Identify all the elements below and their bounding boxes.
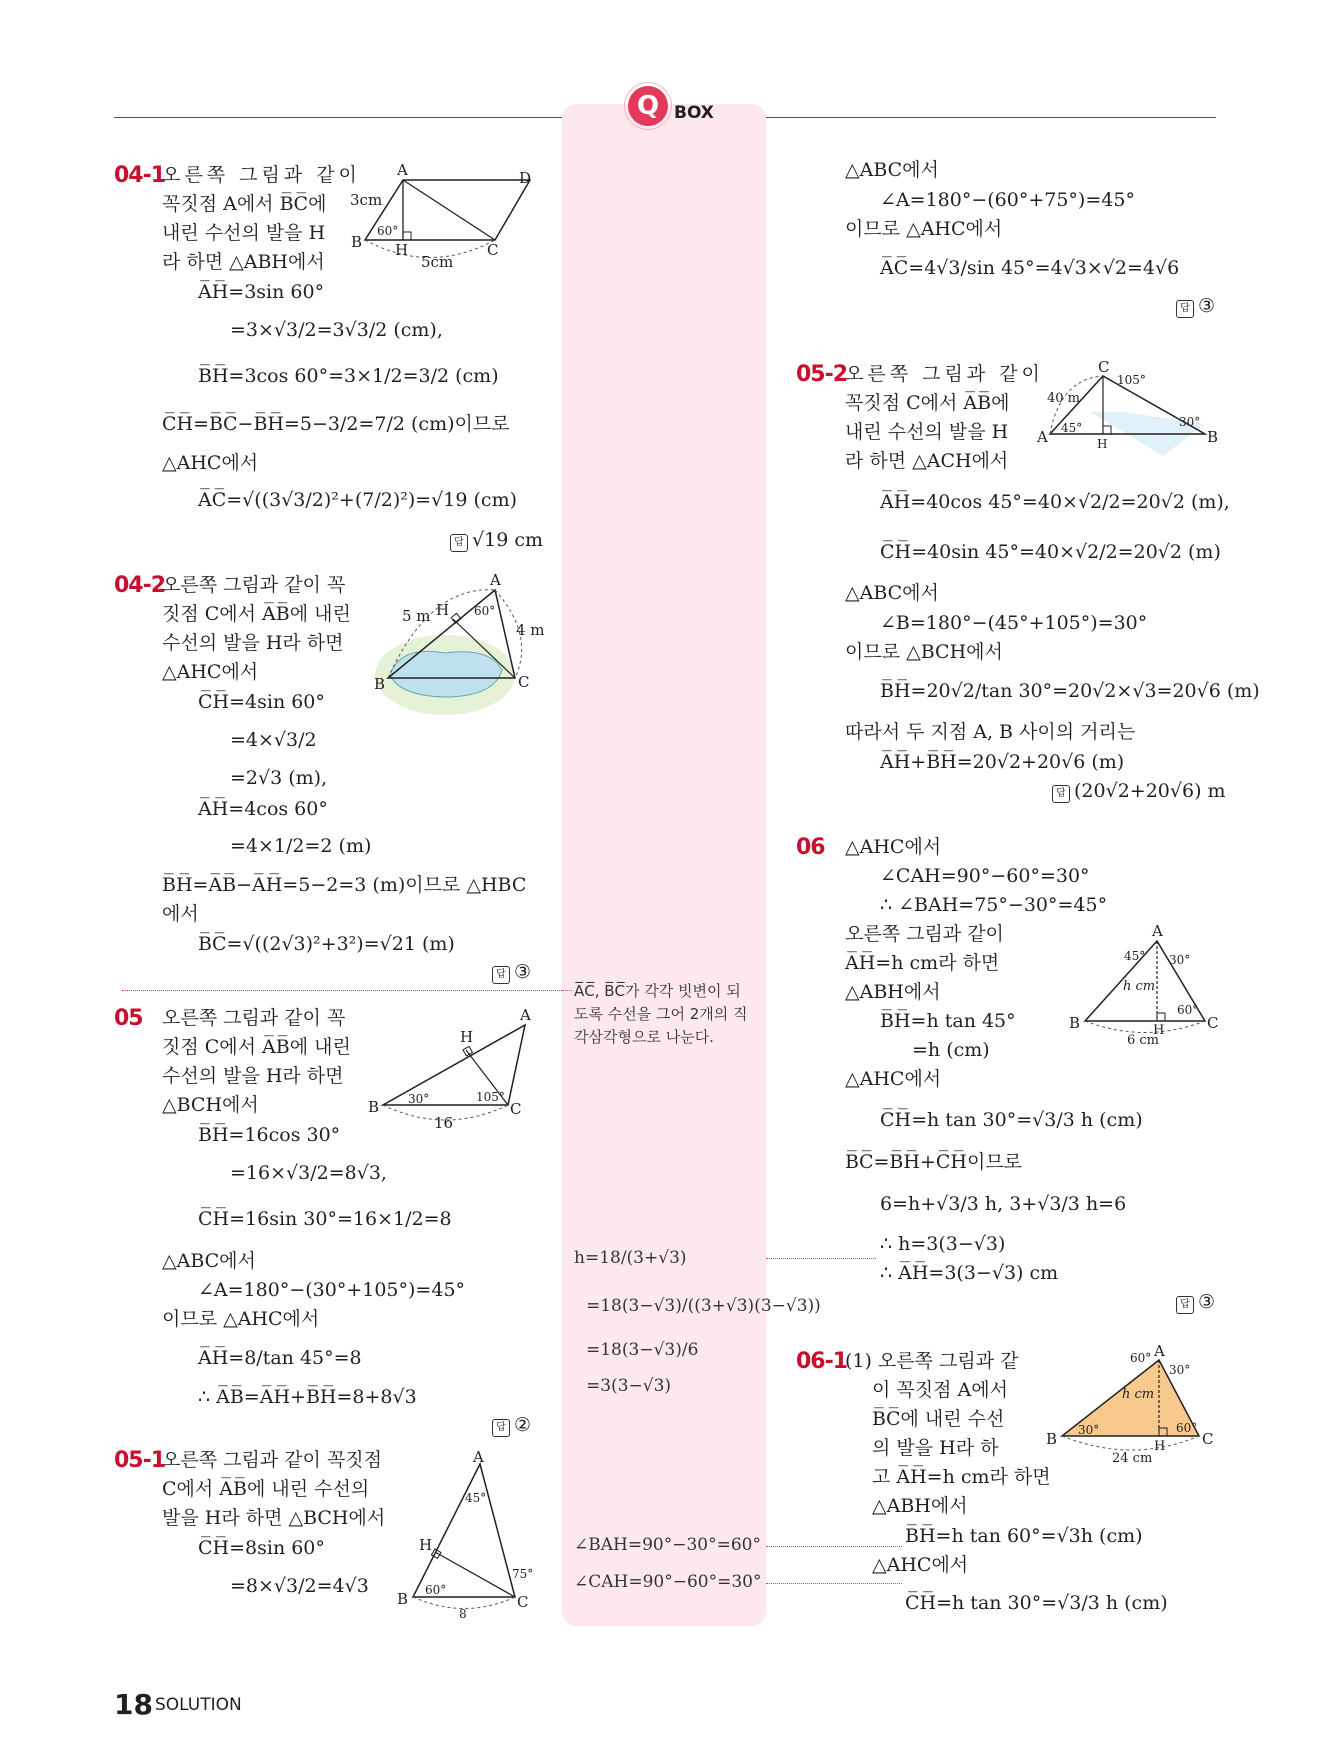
fig-label-c: C xyxy=(517,1593,529,1611)
equation-line: ∴ ∠BAH=75°−30°=45° xyxy=(880,894,1108,916)
fig-angle-a: 45° xyxy=(1061,421,1083,435)
equation-line: B̅C̅=B̅H̅+C̅H̅이므로 xyxy=(845,1151,1023,1173)
fig-label-a: A xyxy=(1154,1342,1165,1360)
text-line: 고 A̅H̅=h cm라 하면 xyxy=(872,1466,1051,1488)
equation-line: =4×1/2=2 (m) xyxy=(230,835,372,857)
answer-icon: 답 xyxy=(492,1419,510,1437)
text-line: △AHC에서 xyxy=(872,1554,969,1576)
text-line: 수선의 발을 H라 하면 xyxy=(162,632,344,654)
fig-angle-label: 60° xyxy=(377,224,399,238)
equation-line: =4×√3/2 xyxy=(230,729,317,751)
equation-line: ∴ A̅H̅=3(3−√3) cm xyxy=(880,1262,1059,1284)
text-line: △BCH에서 xyxy=(162,1094,259,1116)
fig-ac-label: 40 m xyxy=(1047,391,1081,406)
equation-line: A̅H̅=8/tan 45°=8 xyxy=(198,1347,362,1369)
figure-04-1 xyxy=(345,161,535,275)
answer-icon: 답 xyxy=(1176,300,1194,318)
header-rule-right xyxy=(766,117,1216,118)
problem-number-05: 05 xyxy=(114,1006,143,1031)
equation-line: ∠CAH=90°−60°=30° xyxy=(880,865,1090,887)
fig-angle-a: 45° xyxy=(465,1491,487,1505)
pointer-line xyxy=(766,1546,902,1547)
text-line: 내린 수선의 발을 H xyxy=(845,421,1009,443)
figure-06 xyxy=(1065,922,1225,1048)
problem-number-05-1: 05-1 xyxy=(114,1448,166,1473)
sidebar-calc-line: =18(3−√3)/((3+√3)(3−√3)) xyxy=(586,1296,821,1316)
fig-label-a: A xyxy=(1152,922,1163,940)
sidebar-cah: ∠CAH=90°−60°=30° xyxy=(574,1572,762,1592)
fig-label-b: B xyxy=(1046,1430,1058,1448)
fig-label-a: A xyxy=(1037,428,1048,446)
problem-number-04-1: 04-1 xyxy=(114,163,166,188)
fig-base-label: 5cm xyxy=(421,253,454,271)
fig-label-a: A xyxy=(490,571,501,589)
box-label: BOX xyxy=(674,103,714,123)
equation-line: C̅H̅=8sin 60° xyxy=(198,1537,325,1559)
fig-base-label: 24 cm xyxy=(1112,1451,1153,1466)
figure-06-1 xyxy=(1022,1342,1222,1471)
sidebar-calc-line: h=18/(3+√3) xyxy=(574,1248,687,1268)
equation-line: A̅H̅=3sin 60° xyxy=(198,281,325,303)
pointer-line xyxy=(122,990,562,991)
answer-05-2: 답 (20√2+20√6) m xyxy=(1052,780,1226,803)
fig-angle-c: 60° xyxy=(1177,1003,1199,1017)
equation-line: C̅H̅=4sin 60° xyxy=(198,691,325,713)
fig-label-b: B xyxy=(1069,1014,1081,1032)
fig-label-h: H xyxy=(1154,1439,1166,1454)
sidebar-note-line: 각삼각형으로 나눈다. xyxy=(574,1028,714,1046)
fig-angle-c: 105° xyxy=(1117,373,1146,387)
answer-icon: 답 xyxy=(1052,785,1070,803)
fig-label-h: H xyxy=(395,241,409,259)
equation-line: ∠B=180°−(45°+105°)=30° xyxy=(880,612,1148,634)
fig-label-b: B xyxy=(351,233,363,251)
equation-line: ∠A=180°−(60°+75°)=45° xyxy=(880,189,1135,211)
sidebar-note-line: A̅C̅, B̅C̅가 각각 빗변이 되 xyxy=(574,982,741,1000)
text-line: 수선의 발을 H라 하면 xyxy=(162,1065,344,1087)
sidebar-calc-line: =3(3−√3) xyxy=(586,1376,672,1396)
fig-label-b: B xyxy=(397,1590,409,1608)
text-line: 이므로 △BCH에서 xyxy=(845,641,1003,663)
fig-label-a: A xyxy=(397,161,408,179)
text-line: 이 꼭짓점 A에서 xyxy=(872,1379,1008,1401)
footer-label: SOLUTION xyxy=(155,1695,242,1715)
text-line: 의 발을 H라 하 xyxy=(872,1437,999,1459)
text-line: 내린 수선의 발을 H xyxy=(162,222,326,244)
equation-line: ∠A=180°−(30°+105°)=45° xyxy=(198,1279,466,1301)
answer-icon: 답 xyxy=(450,534,468,552)
text-line: △ABC에서 xyxy=(845,582,939,604)
text-line: 꼭짓점 C에서 A̅B̅에 xyxy=(845,392,1010,414)
fig-label-c: C xyxy=(487,241,499,259)
equation-line: C̅H̅=h tan 30°=√3/3 h (cm) xyxy=(880,1109,1143,1131)
text-line: 라 하면 △ACH에서 xyxy=(845,450,1009,472)
fig-label-c: C xyxy=(1098,358,1110,376)
fig-label-c: C xyxy=(1207,1014,1219,1032)
text-line: 오른쪽 그림과 같이 꼭 xyxy=(162,574,346,596)
pointer-line xyxy=(766,1583,902,1584)
fig-label-b: B xyxy=(1207,428,1219,446)
figure-05-2 xyxy=(1035,358,1220,464)
text-line: 오른쪽 그림과 같이 xyxy=(845,363,1044,385)
fig-ac-label: 4 m xyxy=(516,621,545,639)
equation-line: A̅C̅=4√3/sin 45°=4√3×√2=4√6 xyxy=(880,257,1180,279)
fig-base-label: 6 cm xyxy=(1127,1033,1160,1048)
equation-line: C̅H̅=B̅C̅−B̅H̅=5−3/2=7/2 (cm)이므로 xyxy=(162,413,510,435)
fig-base-label: 16 xyxy=(434,1114,454,1132)
fig-angle-c: 75° xyxy=(512,1567,534,1581)
text-line: △ABC에서 xyxy=(845,159,939,181)
pointer-line xyxy=(562,990,572,991)
answer-05: 답 ② xyxy=(492,1414,531,1437)
pointer-line xyxy=(766,1258,876,1259)
answer-04-1: 답 √19 cm xyxy=(450,529,543,552)
equation-line: =2√3 (m), xyxy=(230,767,328,789)
sidebar-bah: ∠BAH=90°−30°=60° xyxy=(574,1535,761,1555)
fig-angle-b: 30° xyxy=(408,1092,430,1106)
equation-line: B̅H̅=3cos 60°=3×1/2=3/2 (cm) xyxy=(198,365,499,387)
fig-label-d: D xyxy=(519,169,532,187)
equation-line: A̅C̅=√((3√3/2)²+(7/2)²)=√19 (cm) xyxy=(198,489,517,511)
fig-label-h: H xyxy=(460,1028,474,1046)
answer-04-2: 답 ③ xyxy=(492,961,531,984)
fig-angle-a1: 45° xyxy=(1124,949,1146,963)
problem-number-05-2: 05-2 xyxy=(796,362,848,387)
text-line: △ABH에서 xyxy=(872,1495,968,1517)
fig-angle-b: 60° xyxy=(425,1583,447,1597)
fig-label-b: B xyxy=(374,675,386,693)
answer-icon: 답 xyxy=(1176,1296,1194,1314)
equation-line: C̅H̅=16sin 30°=16×1/2=8 xyxy=(198,1208,452,1230)
equation-line: B̅H̅=20√2/tan 30°=20√2×√3=20√6 (m) xyxy=(880,680,1260,702)
sidebar-calc-line: =18(3−√3)/6 xyxy=(586,1340,699,1360)
fig-label-h: H xyxy=(1153,1023,1165,1038)
fig-label-h: H xyxy=(419,1536,433,1554)
fig-angle-a2: 30° xyxy=(1169,1363,1191,1377)
figure-05-1 xyxy=(395,1448,545,1621)
page-number: 18 xyxy=(114,1688,153,1721)
q-box-sidebar xyxy=(562,104,766,1626)
equation-line: A̅H̅=40cos 45°=40×√2/2=20√2 (m), xyxy=(880,491,1230,513)
equation-line: ∴ A̅B̅=A̅H̅+B̅H̅=8+8√3 xyxy=(198,1386,417,1408)
fig-height-label: h cm xyxy=(1123,979,1156,994)
fig-label-h: H xyxy=(1097,437,1108,451)
fig-angle-c: 60° xyxy=(1176,1421,1198,1435)
equation-line: ∴ h=3(3−√3) xyxy=(880,1233,1006,1255)
text-line: 따라서 두 지점 A, B 사이의 거리는 xyxy=(845,721,1136,743)
answer-06: 답 ③ xyxy=(1176,1291,1215,1314)
fig-label-a: A xyxy=(473,1448,484,1466)
fig-angle-b: 30° xyxy=(1179,415,1201,429)
text-line: B̅C̅에 내린 수선 xyxy=(872,1408,1005,1430)
text-line: △AHC에서 xyxy=(845,836,942,858)
equation-line: =16×√3/2=8√3, xyxy=(230,1162,387,1184)
equation-line: B̅H̅=A̅B̅−A̅H̅=5−2=3 (m)이므로 △HBC xyxy=(162,874,527,896)
fig-angle-label: 60° xyxy=(474,604,496,618)
text-line: 발을 H라 하면 △BCH에서 xyxy=(162,1507,386,1529)
text-line: 오른쪽 그림과 같이 xyxy=(845,923,1004,945)
fig-label-c: C xyxy=(1202,1430,1214,1448)
q-badge-icon: Q xyxy=(628,86,668,126)
header-rule-left xyxy=(114,117,562,118)
equation-line: =8×√3/2=4√3 xyxy=(230,1575,369,1597)
equation-line: B̅H̅=h tan 60°=√3h (cm) xyxy=(905,1525,1143,1547)
fig-angle-b: 30° xyxy=(1078,1423,1100,1437)
fig-ab-label: 5 m xyxy=(402,607,431,625)
text-line: △AHC에서 xyxy=(162,452,259,474)
fig-angle-c: 105° xyxy=(476,1090,505,1104)
text-line: 오른쪽 그림과 같이 꼭짓점 xyxy=(162,1449,383,1471)
text-line: 이므로 △AHC에서 xyxy=(162,1308,320,1330)
text-line: 오른쪽 그림과 같이 xyxy=(162,164,361,186)
equation-line: A̅H̅=4cos 60° xyxy=(198,798,328,820)
fig-base-label: 8 xyxy=(459,1607,467,1621)
fig-label-c: C xyxy=(510,1100,522,1118)
text-line: C에서 A̅B̅에 내린 수선의 xyxy=(162,1478,370,1500)
text-line: △AHC에서 xyxy=(162,661,259,683)
answer-05-1: 답 ③ xyxy=(1176,295,1215,318)
text-line: △ABC에서 xyxy=(162,1250,256,1272)
equation-line: =h (cm) xyxy=(912,1039,990,1061)
text-line: A̅H̅=h cm라 하면 xyxy=(845,952,1000,974)
fig-angle-a1: 60° xyxy=(1130,1351,1152,1365)
equation-line: B̅C̅=√((2√3)²+3²)=√21 (m) xyxy=(198,933,455,955)
equation-line: B̅H̅=16cos 30° xyxy=(198,1124,341,1146)
text-line: 에서 xyxy=(162,903,199,925)
equation-line: =3×√3/2=3√3/2 (cm), xyxy=(230,319,443,341)
text-line: 짓점 C에서 A̅B̅에 내린 xyxy=(162,1036,351,1058)
figure-04-2 xyxy=(370,571,545,725)
equation-line: C̅H̅=h tan 30°=√3/3 h (cm) xyxy=(905,1592,1168,1614)
fig-label-b: B xyxy=(368,1098,380,1116)
text-line: (1) 오른쪽 그림과 같 xyxy=(845,1350,1019,1372)
text-line: 이므로 △AHC에서 xyxy=(845,218,1003,240)
fig-label-c: C xyxy=(518,673,530,691)
problem-number-06-1: 06-1 xyxy=(796,1349,848,1374)
text-line: 오른쪽 그림과 같이 꼭 xyxy=(162,1007,346,1029)
sidebar-note-line: 도록 수선을 그어 2개의 직 xyxy=(574,1005,748,1023)
text-line: 짓점 C에서 A̅B̅에 내린 xyxy=(162,603,351,625)
figure-05 xyxy=(368,1006,538,1135)
fig-side-label: 3cm xyxy=(350,191,383,209)
problem-number-04-2: 04-2 xyxy=(114,573,166,598)
equation-line: C̅H̅=40sin 45°=40×√2/2=20√2 (m) xyxy=(880,541,1221,563)
equation-line: A̅H̅+B̅H̅=20√2+20√6 (m) xyxy=(880,751,1125,773)
fig-height-label: h cm xyxy=(1122,1387,1155,1402)
text-line: 꼭짓점 A에서 B̅C̅에 xyxy=(162,193,327,215)
fig-label-h: H xyxy=(436,601,450,619)
text-line: △ABH에서 xyxy=(845,981,941,1003)
text-line: △AHC에서 xyxy=(845,1068,942,1090)
equation-line: 6=h+√3/3 h, 3+√3/3 h=6 xyxy=(880,1193,1127,1215)
answer-icon: 답 xyxy=(492,966,510,984)
text-line: 라 하면 △ABH에서 xyxy=(162,251,325,273)
fig-angle-a2: 30° xyxy=(1169,953,1191,967)
equation-line: B̅H̅=h tan 45° xyxy=(880,1010,1016,1032)
fig-label-a: A xyxy=(520,1006,531,1024)
problem-number-06: 06 xyxy=(796,835,825,860)
